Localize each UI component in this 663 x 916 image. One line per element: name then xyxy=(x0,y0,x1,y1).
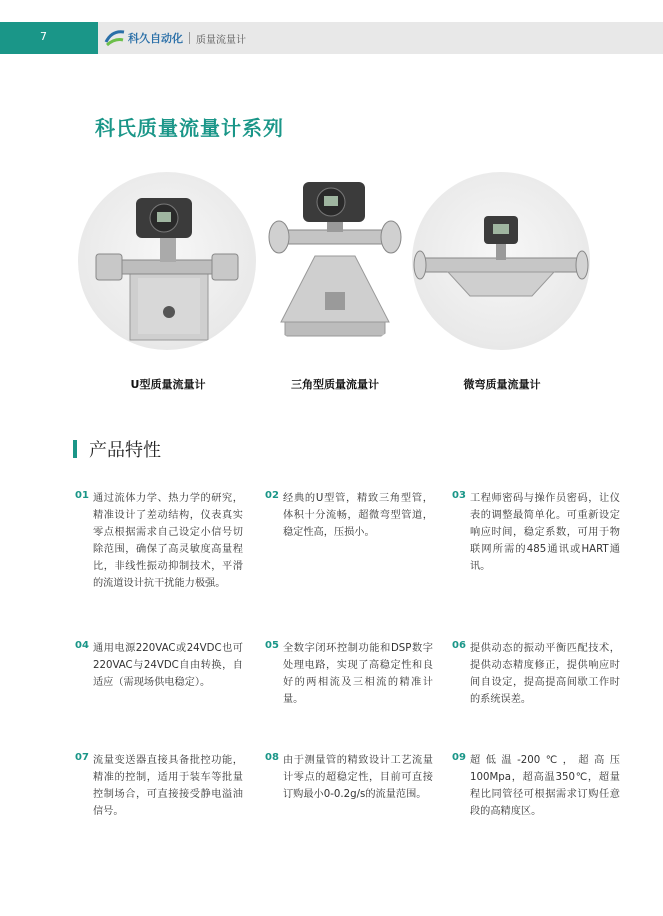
feature-text: 流量变送器直接具备批控功能，精准的控制，适用于装车等批量控制场合，可直接接受静电溢油信号。 xyxy=(93,755,243,817)
feature-number: 08 xyxy=(265,752,279,763)
page-number-block xyxy=(0,22,98,54)
page-number: 7 xyxy=(40,30,47,43)
brand-logo-icon xyxy=(104,28,126,48)
product-triangle-type xyxy=(245,172,425,391)
product-label: U型质量流量计 xyxy=(130,378,206,391)
product-u-type xyxy=(78,172,258,391)
feature-text: 由于测量管的精致设计工艺流量计零点的超稳定性，目前可直接订购最小0-0.2g/s的流量范围。 xyxy=(283,755,433,800)
feature-text: 经典的U型管，精致三角型管，体积十分流畅，超微弯型管道，稳定性高，压损小。 xyxy=(283,493,433,538)
brand xyxy=(104,28,246,48)
product-micro-bend-type xyxy=(412,172,592,391)
feature-number: 03 xyxy=(452,490,466,501)
product-image-circle xyxy=(78,172,256,350)
feature-text: 通用电源220VAC或24VDC也可220VAC与24VDC自由转换，自适应（需现场供电稳定）。 xyxy=(93,643,243,688)
brand-name: 科久自动化 xyxy=(128,32,183,45)
feature-number: 07 xyxy=(75,752,89,763)
feature-number: 02 xyxy=(265,490,279,501)
triangle-type-flowmeter-icon xyxy=(245,172,423,350)
product-label: 微弯质量流量计 xyxy=(463,378,541,391)
section-title: 产品特性 xyxy=(89,440,161,461)
feature-text: 工程师密码与操作员密码，让仪表的调整最简单化。可重新设定响应时间，稳定系数，可用于物联网所需的485通讯或HART通讯。 xyxy=(470,493,620,572)
section-accent-bar xyxy=(73,440,77,458)
section-header xyxy=(73,438,161,460)
product-image-circle xyxy=(245,172,423,350)
page-title: 科氏质量流量计系列 xyxy=(95,116,284,140)
feature-text: 提供动态的振动平衡匹配技术，提供动态精度修正，提供响应时间自设定，提高提高间歇工作时的系统误差。 xyxy=(470,643,620,705)
micro-bend-flowmeter-icon xyxy=(412,172,590,350)
feature-text: 全数字闭环控制功能和DSP数字处理电路，实现了高稳定性和良好的两相流及三相流的精准计量。 xyxy=(283,643,433,705)
feature-number: 04 xyxy=(75,640,89,651)
brand-divider xyxy=(189,32,190,44)
feature-text: 通过流体力学、热力学的研究，精准设计了差动结构，仪表真实零点根据需求自己设定小信号切除范围，确保了高灵敏度高量程比，非线性振动抑制技术，平滑的流道设计抗干扰能力极强。 xyxy=(93,493,243,589)
product-image-circle xyxy=(412,172,590,350)
product-label: 三角型质量流量计 xyxy=(291,378,379,391)
feature-number: 06 xyxy=(452,640,466,651)
u-type-flowmeter-icon xyxy=(78,172,256,350)
feature-text: 超低温-200℃，超高压100Mpa，超高温350℃，超量程比同管径可根据需求订购任意段的高精度区。 xyxy=(470,755,620,817)
header-bar xyxy=(0,22,663,54)
feature-number: 09 xyxy=(452,752,466,763)
brand-subtitle: 质量流量计 xyxy=(196,34,246,46)
feature-number: 05 xyxy=(265,640,279,651)
feature-number: 01 xyxy=(75,490,89,501)
